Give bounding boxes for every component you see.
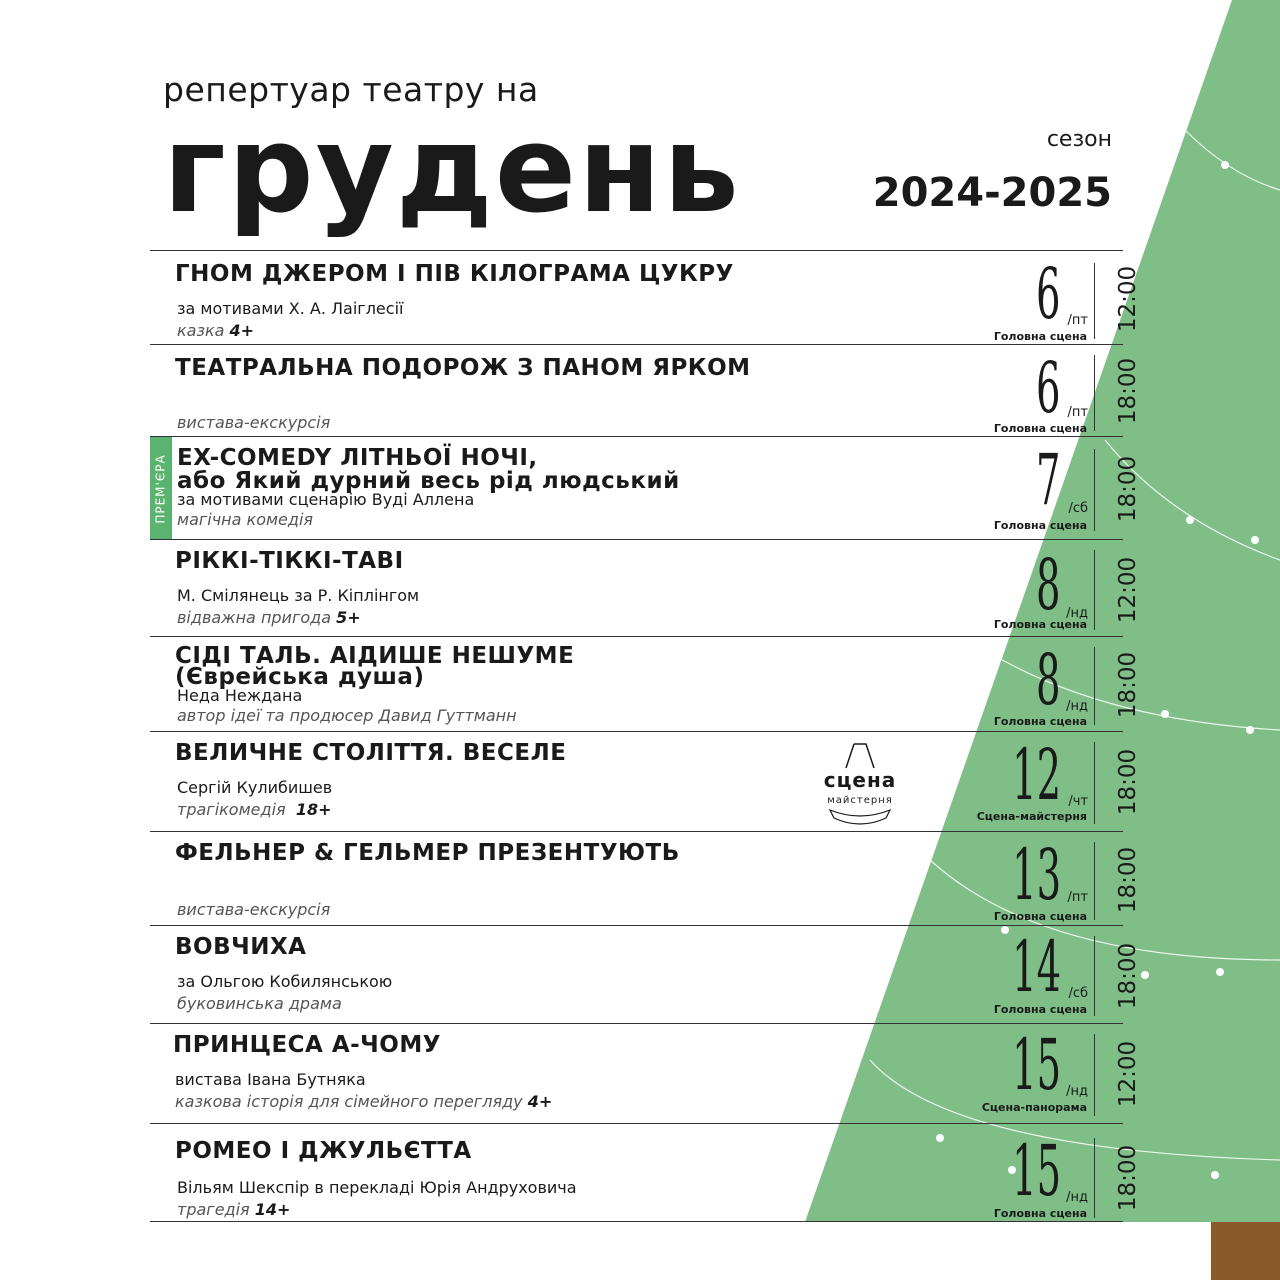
show-time: 18:00	[1115, 846, 1142, 914]
show-time: 12:00	[1115, 556, 1142, 624]
schedule-row[interactable]	[150, 1023, 1142, 1123]
show-day: 8	[1036, 544, 1061, 626]
show-genre: казкова історія для сімейного перегляду 4+	[175, 1092, 553, 1111]
show-stage: Головна сцена	[993, 618, 1087, 631]
show-author: М. Смілянець за Р. Кіплінгом	[177, 586, 420, 605]
show-genre: казка 4+	[177, 321, 255, 340]
show-day: 7	[1036, 439, 1061, 521]
schedule-row[interactable]	[150, 250, 1142, 344]
show-weekday: /нд	[1066, 1190, 1088, 1205]
show-stage: Сцена-майстерня	[976, 810, 1087, 823]
show-weekday: /нд	[1066, 699, 1088, 714]
show-genre: трагедія 14+	[177, 1200, 291, 1219]
premiere-badge: ПРЕМ'ЄРА	[150, 437, 172, 540]
show-time: 12:00	[1115, 1040, 1142, 1108]
page-subtitle: репертуар театру на	[163, 70, 539, 109]
show-weekday: /пт	[1067, 405, 1088, 420]
schedule-row[interactable]	[150, 731, 1142, 831]
show-day: 6	[1036, 347, 1061, 429]
show-genre: відважна пригода 5+	[177, 608, 361, 627]
tree-trunk	[1211, 1222, 1280, 1280]
show-day: 13	[1012, 834, 1061, 916]
show-weekday: /нд	[1066, 606, 1088, 621]
show-stage: Головна сцена	[993, 519, 1087, 532]
show-day: 15	[1012, 1024, 1061, 1106]
age-rating: 4+	[229, 321, 255, 340]
age-rating: 14+	[254, 1200, 291, 1219]
show-day: 8	[1036, 639, 1061, 721]
show-day: 6	[1036, 253, 1061, 335]
show-time: 18:00	[1115, 748, 1142, 816]
schedule-list	[150, 250, 1142, 1222]
show-title: ФЕЛЬНЕР & ГЕЛЬМЕР ПРЕЗЕНТУЮТЬ	[175, 840, 680, 866]
show-stage: Головна сцена	[993, 715, 1087, 728]
schedule-row[interactable]	[150, 344, 1142, 436]
show-title: РОМЕО І ДЖУЛЬЄТТА	[175, 1138, 472, 1164]
show-author: за мотивами сценарію Вуді Аллена	[177, 490, 475, 509]
season-years: 2024-2025	[872, 170, 1112, 216]
logo-subword: майстерня	[827, 795, 893, 806]
show-stage: Сцена-панорама	[981, 1101, 1087, 1114]
show-title: ВЕЛИЧНЕ СТОЛІТТЯ. ВЕСЕЛЕ	[175, 740, 567, 766]
season-label: сезон	[1046, 127, 1112, 152]
show-weekday: /сб	[1068, 986, 1088, 1001]
logo-word: сцена	[823, 768, 897, 792]
show-stage: Головна сцена	[993, 1003, 1087, 1016]
show-genre: вистава-екскурсія	[177, 900, 331, 919]
show-time: 12:00	[1115, 265, 1142, 333]
schedule-row[interactable]	[150, 1123, 1142, 1222]
show-title: EX-COMEDY ЛІТНЬОЇ НОЧІ,	[177, 445, 538, 471]
show-genre: трагікомедія 18+	[177, 800, 332, 819]
show-author: за мотивами Х. А. Лаіглесії	[177, 299, 404, 318]
show-weekday: /пт	[1067, 313, 1088, 328]
show-author: вистава Івана Бутняка	[175, 1070, 366, 1089]
show-weekday: /сб	[1068, 501, 1088, 516]
show-time: 18:00	[1115, 1144, 1142, 1212]
schedule-row[interactable]	[150, 925, 1142, 1023]
show-author: Вільям Шекспір в перекладі Юрія Андруховича	[177, 1178, 577, 1197]
show-title: СІДІ ТАЛЬ. АІДИШЕ НЕШУМЕ	[175, 643, 575, 669]
show-stage: Головна сцена	[993, 422, 1087, 435]
age-rating: 5+	[336, 608, 361, 627]
show-title: ГНОМ ДЖЕРОМ І ПІВ КІЛОГРАМА ЦУКРУ	[175, 261, 734, 287]
age-rating: 4+	[527, 1092, 553, 1111]
schedule-row[interactable]	[150, 831, 1142, 925]
show-title: ВОВЧИХА	[175, 934, 307, 960]
show-title: РІККІ-ТІККІ-ТАВІ	[175, 548, 404, 574]
show-genre: вистава-екскурсія	[177, 413, 331, 432]
age-rating: 18+	[295, 800, 332, 819]
show-time: 18:00	[1115, 357, 1142, 425]
show-day: 14	[1012, 926, 1061, 1008]
show-genre: магічна комедія	[177, 510, 314, 529]
schedule-row[interactable]	[150, 436, 1142, 539]
show-weekday: /нд	[1066, 1084, 1088, 1099]
show-time: 18:00	[1115, 651, 1142, 719]
show-title: ТЕАТРАЛЬНА ПОДОРОЖ З ПАНОМ ЯРКОМ	[175, 355, 751, 381]
show-author: Неда Неждана	[177, 686, 303, 705]
schedule-row[interactable]	[150, 636, 1142, 731]
show-title-line2: (Єврейська душа)	[175, 664, 425, 690]
show-weekday: /чт	[1068, 794, 1088, 809]
show-day: 12	[1012, 734, 1061, 816]
scena-maisternia-logo	[810, 740, 910, 830]
show-genre: буковинська драма	[177, 994, 342, 1013]
show-time: 18:00	[1115, 455, 1142, 523]
show-title-line2: або Який дурний весь рід людський	[177, 468, 680, 494]
show-title: ПРИНЦЕСА А-ЧОМУ	[173, 1032, 441, 1058]
show-weekday: /пт	[1067, 890, 1088, 905]
show-stage: Головна сцена	[993, 330, 1087, 343]
page-title-month: грудень	[163, 101, 741, 240]
schedule-row[interactable]	[150, 539, 1142, 636]
show-stage: Головна сцена	[993, 1207, 1087, 1220]
show-author: за Ольгою Кобилянською	[177, 972, 393, 991]
show-author: Сергій Кулибишев	[177, 778, 333, 797]
show-genre: автор ідеї та продюсер Давид Гуттманн	[177, 706, 517, 725]
show-time: 18:00	[1115, 942, 1142, 1010]
show-stage: Головна сцена	[993, 910, 1087, 923]
show-day: 15	[1012, 1130, 1061, 1212]
